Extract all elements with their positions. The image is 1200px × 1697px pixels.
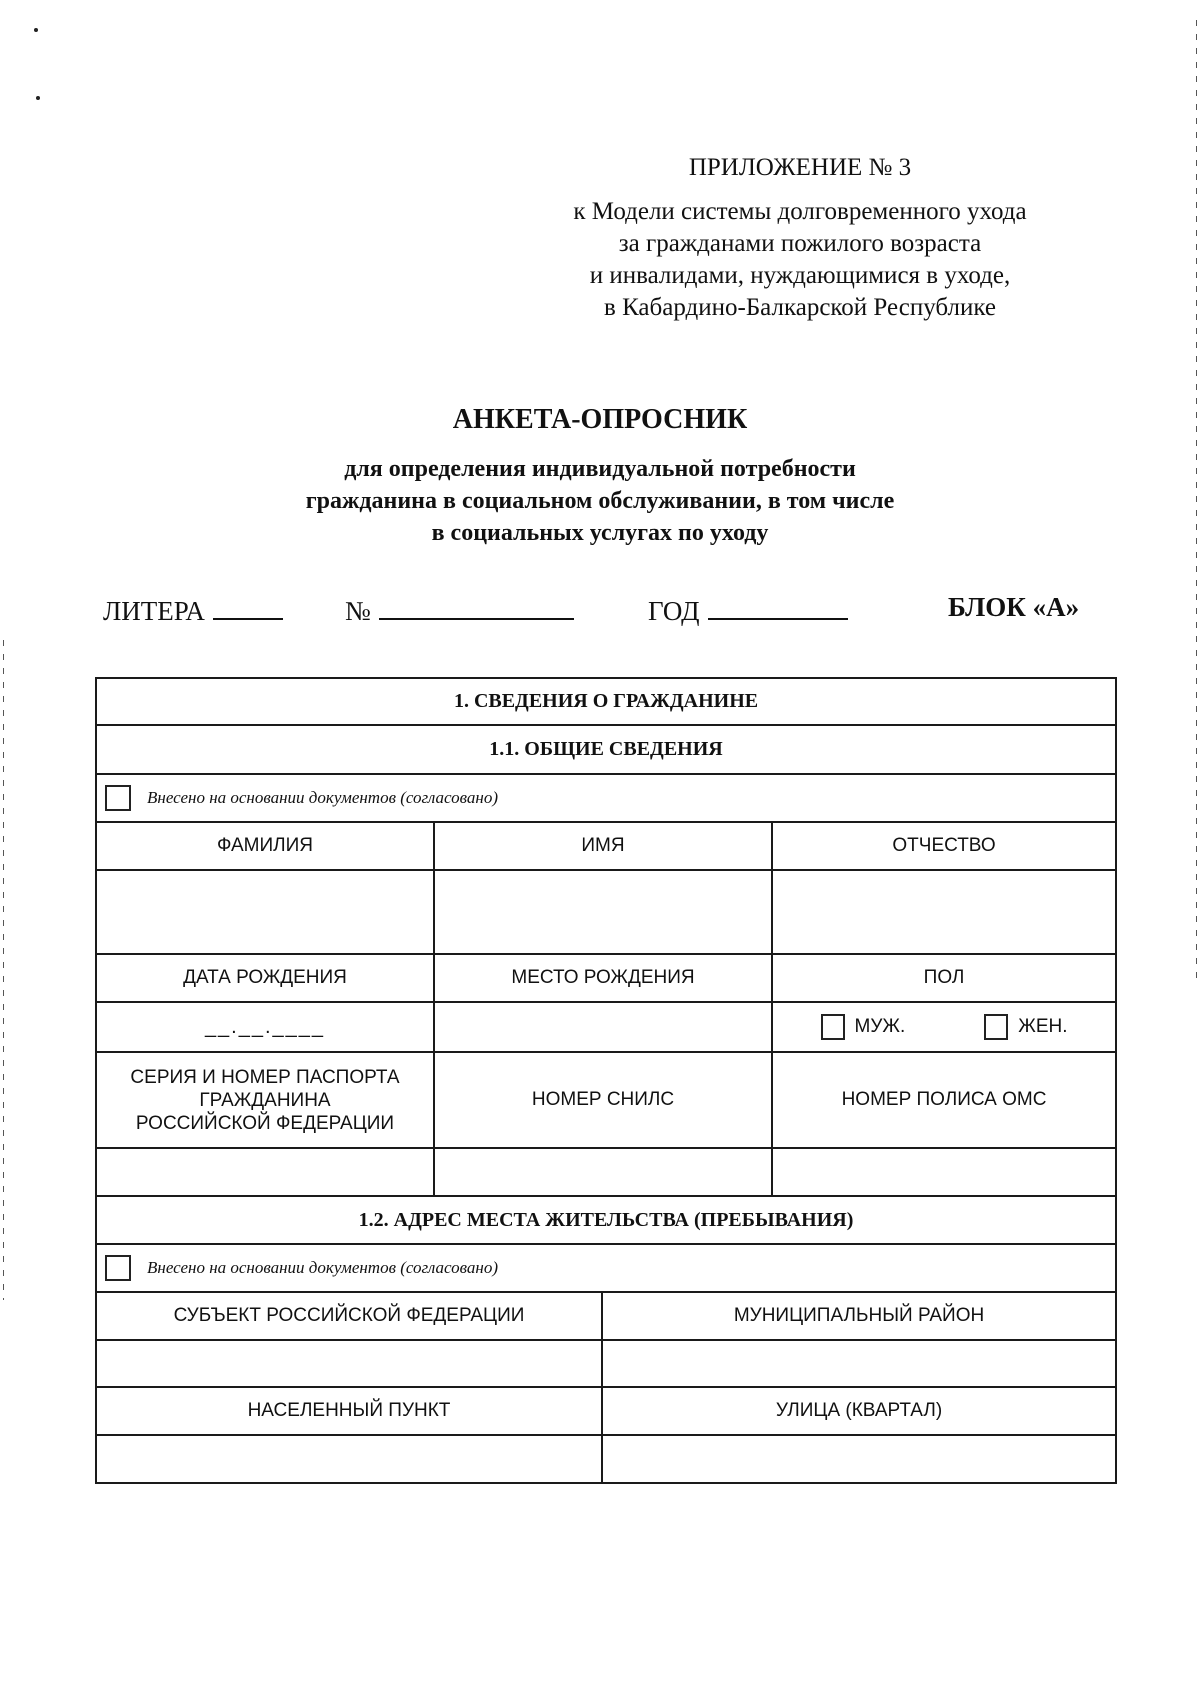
passport-header-line: ГРАЖДАНИНА [199,1089,331,1111]
passport-header-line: РОССИЙСКОЙ ФЕДЕРАЦИИ [135,1112,395,1134]
birth-date-mask: __.__.____ [204,1015,326,1038]
year-input[interactable] [708,592,848,620]
region-header: СУБЪЕКТ РОССИЙСКОЙ ФЕДЕРАЦИИ [96,1292,602,1340]
appendix-title: ПРИЛОЖЕНИЕ № 3 [688,154,912,181]
sex-options [772,1002,1116,1052]
scan-dot [36,96,40,100]
surname-header: ФАМИЛИЯ [96,822,434,870]
citizen-info-form [95,677,1117,1484]
general-section-title: 1.1. ОБЩИЕ СВЕДЕНИЯ [96,725,1116,774]
sex-female-checkbox[interactable] [984,1014,1008,1040]
year-label: ГОД [648,596,700,626]
litera-input[interactable] [213,592,283,620]
sex-male-checkbox[interactable] [821,1014,845,1040]
address-doc-check-label: Внесено на основании документов (согласовано) [147,1258,498,1277]
birth-date-header: ДАТА РОЖДЕНИЯ [96,954,434,1002]
general-doc-checkbox[interactable] [105,785,131,811]
district-input[interactable] [602,1340,1116,1387]
street-header: УЛИЦА (КВАРТАЛ) [602,1387,1116,1435]
name-header: ИМЯ [434,822,772,870]
patronymic-input[interactable] [772,870,1116,954]
patronymic-header: ОТЧЕСТВО [772,822,1116,870]
appendix-block [500,152,1100,324]
sex-female-option[interactable] [984,1014,1067,1040]
name-input[interactable] [434,870,772,954]
oms-header: НОМЕР ПОЛИСА ОМС [772,1052,1116,1148]
snils-input[interactable] [434,1148,772,1196]
sex-header: ПОЛ [772,954,1116,1002]
general-doc-check-label: Внесено на основании документов (согласовано) [147,788,498,807]
district-header: МУНИЦИПАЛЬНЫЙ РАЙОН [602,1292,1116,1340]
appendix-line: в Кабардино-Балкарской Республике [604,294,996,321]
appendix-line: и инвалидами, нуждающимися в уходе, [589,262,1011,289]
oms-input[interactable] [772,1148,1116,1196]
passport-header-line: СЕРИЯ И НОМЕР ПАСПОРТА [130,1066,400,1088]
birth-date-input[interactable] [96,1002,434,1052]
address-doc-check-row [96,1244,1116,1292]
litera-label: ЛИТЕРА [103,596,205,626]
subtitle-line: для определения индивидуальной потребности [344,456,856,482]
subtitle-line: в социальных услугах по уходу [431,520,769,546]
document-title: АНКЕТА-ОПРОСНИК [452,404,748,435]
snils-header: НОМЕР СНИЛС [434,1052,772,1148]
settlement-header: НАСЕЛЕННЫЙ ПУНКТ [96,1387,602,1435]
scan-edge-mark [3,640,4,1300]
surname-input[interactable] [96,870,434,954]
passport-input[interactable] [96,1148,434,1196]
appendix-line: к Модели системы долговременного ухода [573,198,1027,225]
street-input[interactable] [602,1435,1116,1483]
region-input[interactable] [96,1340,602,1387]
passport-header [96,1052,434,1148]
sex-male-label: МУЖ. [854,1016,906,1037]
address-doc-checkbox[interactable] [105,1255,131,1281]
general-doc-check-row [96,774,1116,822]
settlement-input[interactable] [96,1435,602,1483]
block-label: БЛОК «А» [948,592,1080,622]
sex-male-option[interactable] [821,1014,906,1040]
year-field [648,592,848,627]
document-subtitle [0,453,1200,549]
litera-field [103,592,283,627]
scan-dot [34,28,38,32]
birth-place-input[interactable] [434,1002,772,1052]
section-title: 1. СВЕДЕНИЯ О ГРАЖДАНИНЕ [96,678,1116,725]
address-section-title: 1.2. АДРЕС МЕСТА ЖИТЕЛЬСТВА (ПРЕБЫВАНИЯ) [96,1196,1116,1244]
appendix-line: за гражданами пожилого возраста [618,230,982,257]
subtitle-line: гражданина в социальном обслуживании, в том числе [305,488,895,514]
number-input[interactable] [379,592,574,620]
birth-place-header: МЕСТО РОЖДЕНИЯ [434,954,772,1002]
sex-female-label: ЖЕН. [1018,1016,1068,1037]
number-field [345,592,574,627]
number-label: № [345,596,371,626]
